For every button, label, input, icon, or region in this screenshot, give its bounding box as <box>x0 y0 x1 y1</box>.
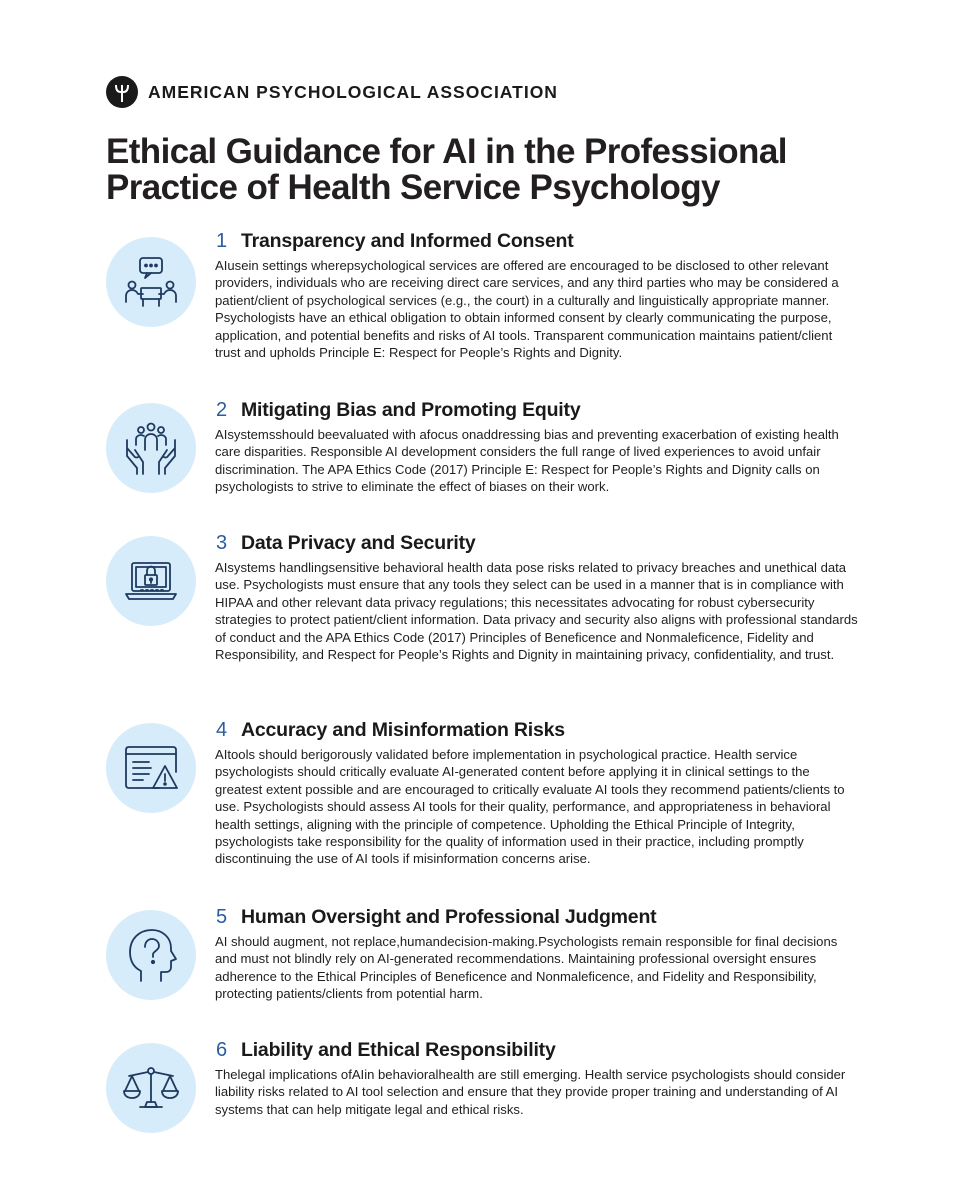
section-heading <box>216 532 476 555</box>
section-heading <box>216 1039 556 1062</box>
section-number: 5 <box>216 906 228 928</box>
icon-circle <box>106 237 196 327</box>
icon-circle <box>106 723 196 813</box>
section-body: Thelegal implications ofAIin behavioralhealth are still emerging. Health service psychologists should consider liability risks related to AI tool selection and ensure that they provide proper training and understanding of AI systems that can help mitigate legal and ethical risks. <box>215 1067 846 1117</box>
apa-logo-icon <box>106 76 138 108</box>
section-number: 1 <box>216 230 228 252</box>
section-title: Human Oversight and Professional Judgment <box>241 906 657 928</box>
icon-circle <box>106 1043 196 1133</box>
section-body: AIsystems handlingsensitive behavioral health data pose risks related to privacy breaches and unethical data use. Psychologists must ensure that any tools they select can be used in a manner that is in compliance with HIPAA and other relevant data privacy regulations; this necessitates advocating for robust cybersecurity strategies to protect patient/client information. Data privacy and security also aligns with professional standards of conduct and the APA Ethics Code (2017) Principles of Beneficence and Nonmaleficence, Fidelity and Responsibility, and Respect for People’s Rights and Dignity in maintaining privacy, confidentiality, and trust. <box>215 560 858 663</box>
section-heading <box>216 719 565 742</box>
people-conversation-icon <box>121 252 181 312</box>
icon-circle <box>106 910 196 1000</box>
section-body: AItools should berigorously validated before implementation in psychological practice. Health service psychologists should critically evaluate AI-generated content before applying it in clinical settings to the greatest extent possible and are encouraged to critically evaluate AI tools they recommend patients/clients to use. Psychologists should assess AI tools for their quality, performance, and appropriateness in behavioral health settings, aligning with the principle of competence. Upholding the Ethical Principle of Integrity, psychologists take responsibility for the quality of information used in their practice, including promptly discontinuing the use of AI tools if misinformation concerns arise. <box>215 747 845 867</box>
section-title: Transparency and Informed Consent <box>241 230 574 252</box>
section-title: Data Privacy and Security <box>241 532 476 554</box>
organization-name: AMERICAN PSYCHOLOGICAL ASSOCIATION <box>148 81 558 102</box>
section-title: Accuracy and Misinformation Risks <box>241 719 565 741</box>
laptop-lock-icon <box>121 551 181 611</box>
icon-circle <box>106 536 196 626</box>
hands-people-icon <box>121 418 181 478</box>
section-title: Mitigating Bias and Promoting Equity <box>241 399 581 421</box>
browser-warning-icon <box>121 738 181 798</box>
section-number: 6 <box>216 1039 228 1061</box>
section-body: AIusein settings wherepsychological services are offered are encouraged to be disclosed to other relevant providers, individuals who are receiving direct care services, and any third parties who may be considered a patient/client of psychological services (e.g., the court) in a culturally and linguistically appropriate manner. Psychologists have an ethical obligation to obtain informed consent by clearly communicating the purpose, application, and potential benefits and risks of AI tools. Transparent communication maintains patient/client trust and upholds Principle E: Respect for People’s Rights and Dignity. <box>215 258 839 361</box>
section-heading <box>216 399 580 422</box>
section-number: 3 <box>216 532 228 554</box>
section-body: AIsystemsshould beevaluated with afocus onaddressing bias and preventing exacerbation of existing health care disparities. Responsible AI development considers the full range of lived experiences to avoid unfair discrimination. The APA Ethics Code (2017) Principle E: Respect for People’s Rights and Dignity calls on psychologists to strive to eliminate the effect of biases on their work. <box>215 427 839 495</box>
page-title: Ethical Guidance for AI in the Professional Practice of Health Service Psychology <box>106 132 787 207</box>
section-heading <box>216 230 574 253</box>
icon-circle <box>106 403 196 493</box>
scales-icon <box>121 1058 181 1118</box>
section-body: AI should augment, not replace,humandecision-making.Psychologists remain responsible for final decisions and must not blindly rely on AI-generated recommendations. Maintaining professional oversight ensures adherence to the Ethical Principles of Beneficence and Nonmaleficence, and Fidelity and Responsibility, protecting patients/clients from potential harm. <box>215 934 838 1002</box>
head-question-icon <box>121 925 181 985</box>
section-number: 4 <box>216 719 228 741</box>
organization-header <box>106 76 558 108</box>
section-title: Liability and Ethical Responsibility <box>241 1039 556 1061</box>
section-number: 2 <box>216 399 228 421</box>
section-heading <box>216 906 656 929</box>
